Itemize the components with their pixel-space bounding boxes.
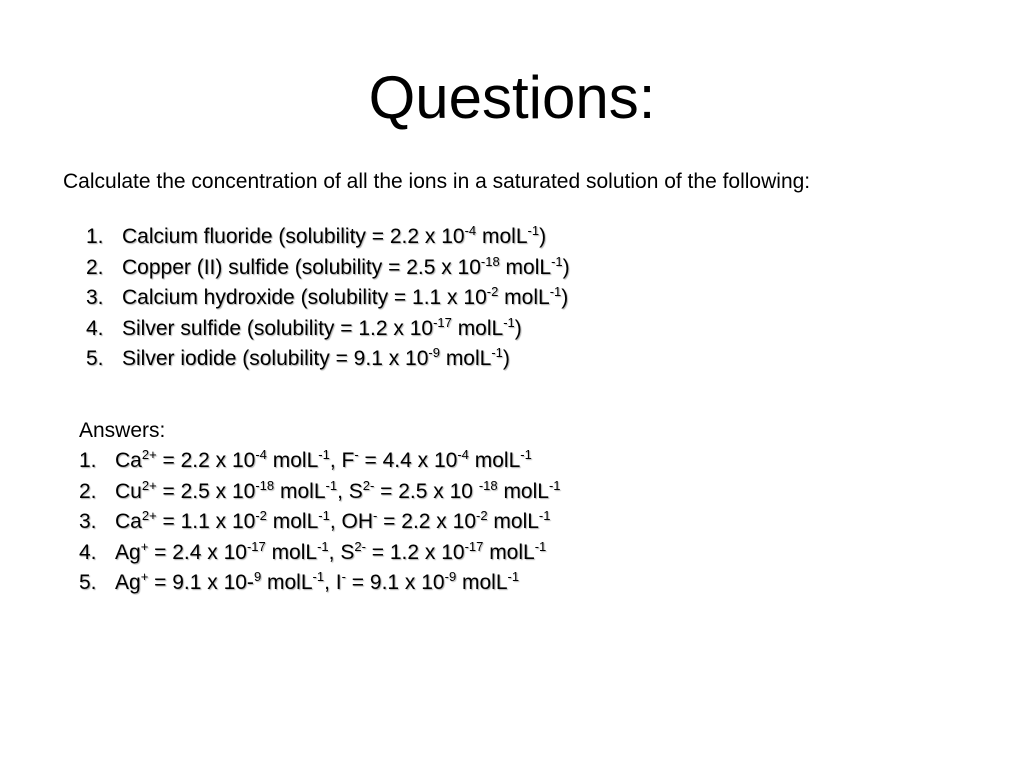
superscript: -18 — [480, 253, 500, 269]
text-segment: = 1.2 x 10 — [365, 540, 465, 564]
text-segment: Silver iodide (solubility = 9.1 x 10 — [122, 347, 429, 370]
superscript: -1 — [312, 569, 325, 584]
list-number: 5. — [86, 347, 104, 370]
superscript: -1 — [551, 253, 563, 269]
superscript: -1 — [325, 477, 338, 493]
text-segment: = 4.4 x 10 — [358, 449, 458, 472]
superscript: -18 — [478, 477, 498, 493]
text-segment: molL — [483, 540, 535, 564]
text-segment: = 1.1 x 10 — [156, 510, 256, 533]
superscript: -9 — [428, 345, 440, 360]
intro-text: Calculate the concentration of all the ions in a saturated solution of the following: — [63, 170, 811, 193]
text-segment: = 2.5 x 10 — [156, 479, 256, 503]
answers-section — [79, 416, 561, 599]
list-number: 4. — [79, 540, 97, 564]
text-segment: = 2.4 x 10 — [148, 540, 247, 564]
superscript: -1 — [503, 314, 515, 330]
text-segment: Ag — [115, 571, 141, 594]
list-number: 2. — [79, 479, 97, 503]
superscript: -1 — [520, 447, 532, 462]
superscript: 2+ — [141, 447, 157, 462]
text-segment: molL — [456, 571, 508, 594]
answer-list — [79, 446, 561, 599]
list-number: 3. — [79, 510, 97, 533]
superscript: - — [354, 447, 359, 462]
superscript: 9 — [253, 569, 262, 584]
list-number: 1. — [79, 449, 97, 472]
superscript: -9 — [444, 569, 457, 584]
text-segment: , F — [329, 449, 355, 472]
list-number: 1. — [86, 225, 104, 248]
superscript: -1 — [491, 345, 503, 360]
superscript: -1 — [549, 284, 562, 299]
question-item — [86, 253, 570, 284]
text-segment: = 9.1 x 10- — [148, 571, 254, 594]
superscript: -1 — [507, 569, 520, 584]
superscript: -4 — [457, 447, 469, 462]
superscript: - — [373, 508, 378, 523]
superscript: + — [140, 538, 149, 554]
list-number: 3. — [86, 286, 104, 309]
text-segment: Cu — [115, 479, 142, 503]
text-segment: = 9.1 x 10 — [345, 571, 445, 594]
text-segment: Ca — [115, 449, 142, 472]
text-segment: Calcium hydroxide (solubility = 1.1 x 10 — [122, 286, 487, 309]
list-number: 2. — [86, 255, 104, 279]
superscript: -4 — [255, 447, 267, 462]
text-segment: = 2.2 x 10 — [156, 449, 256, 472]
text-segment: molL — [451, 316, 504, 340]
text-segment: molL — [266, 510, 319, 533]
text-segment: , OH — [329, 510, 373, 533]
superscript: - — [341, 569, 346, 584]
text-segment: ) — [514, 316, 522, 340]
question-item — [86, 222, 570, 253]
text-segment: molL — [497, 479, 549, 503]
answer-item — [79, 446, 561, 477]
superscript: -17 — [246, 538, 266, 554]
text-segment: , S — [328, 540, 355, 564]
superscript: -1 — [318, 447, 330, 462]
text-segment: ) — [562, 255, 570, 279]
text-segment: , S — [337, 479, 363, 503]
text-segment: molL — [261, 571, 313, 594]
text-segment: Calcium fluoride (solubility = 2.2 x 10 — [122, 225, 465, 248]
text-segment: = 2.2 x 10 — [377, 510, 476, 533]
list-number: 4. — [86, 316, 104, 340]
text-segment: = 2.5 x 10 — [374, 479, 479, 503]
text-segment: molL — [487, 510, 539, 533]
superscript: -1 — [318, 508, 330, 523]
superscript: -1 — [548, 477, 561, 493]
answers-heading: Answers: — [79, 419, 166, 442]
answer-item — [79, 477, 561, 508]
list-number: 5. — [79, 571, 97, 594]
text-segment: molL — [265, 540, 318, 564]
text-segment: molL — [266, 449, 319, 472]
text-segment: molL — [468, 449, 521, 472]
superscript: -2 — [486, 284, 499, 299]
text-segment: molL — [476, 225, 528, 248]
answer-item — [79, 507, 561, 538]
text-segment: molL — [499, 255, 552, 279]
text-segment: Ca — [115, 510, 142, 533]
superscript: -18 — [255, 477, 275, 493]
superscript: 2+ — [141, 477, 157, 493]
answer-item — [79, 568, 561, 599]
superscript: -1 — [527, 223, 540, 238]
text-segment: Copper (II) sulfide (solubility = 2.5 x 10 — [122, 255, 481, 279]
superscript: -2 — [476, 508, 488, 523]
superscript: -2 — [255, 508, 267, 523]
text-segment: Ag — [115, 540, 141, 564]
question-item — [86, 344, 570, 375]
superscript: 2- — [362, 477, 375, 493]
text-segment: ) — [561, 286, 569, 309]
superscript: -1 — [317, 538, 329, 554]
text-segment: ) — [539, 225, 547, 248]
superscript: -17 — [464, 538, 484, 554]
text-segment: molL — [274, 479, 326, 503]
superscript: -1 — [534, 538, 547, 554]
question-item — [86, 314, 570, 345]
text-segment: ) — [502, 347, 510, 370]
answer-item — [79, 538, 561, 569]
text-segment: molL — [439, 347, 492, 370]
slide-title: Questions: — [368, 64, 656, 131]
question-item — [86, 283, 570, 314]
text-segment: , I — [324, 571, 342, 594]
superscript: + — [140, 569, 149, 584]
question-list — [86, 222, 570, 375]
superscript: -17 — [433, 314, 452, 330]
text-segment: molL — [498, 286, 550, 309]
superscript: -4 — [464, 223, 477, 238]
superscript: 2- — [354, 538, 366, 554]
superscript: 2+ — [141, 508, 157, 523]
text-segment: Silver sulfide (solubility = 1.2 x 10 — [122, 316, 434, 340]
superscript: -1 — [538, 508, 551, 523]
